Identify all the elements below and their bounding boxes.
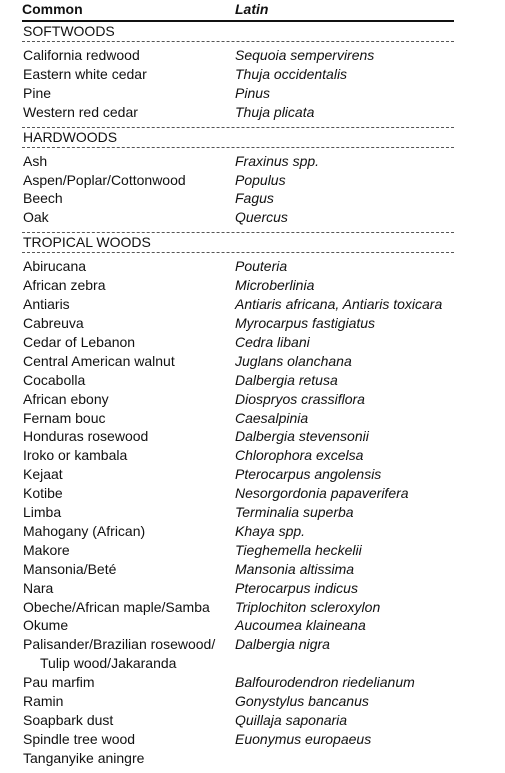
latin-name: Quillaja saponaria (235, 712, 348, 728)
table-row (22, 446, 454, 465)
section-title: SOFTWOODS (23, 23, 115, 39)
common-name: Nara (23, 579, 54, 596)
common-name: Mahogany (African) (23, 522, 146, 539)
latin-name: Sequoia sempervirens (235, 47, 375, 63)
latin-name: Diospryos crassiflora (235, 390, 365, 407)
latin-name: Cedra libani (235, 333, 310, 350)
common-name: Oak (23, 209, 49, 226)
latin-name: Chlorophora excelsa (235, 447, 364, 464)
table-row (22, 65, 454, 84)
latin-name: Dalbergia stevensonii (235, 428, 369, 445)
latin-name: Dalbergia nigra (235, 636, 330, 653)
common-name: Pine (23, 84, 52, 101)
table-row (22, 730, 454, 749)
common-name: Aspen/Poplar/Cottonwood (23, 171, 186, 188)
table-row (22, 257, 454, 276)
common-name: Ash (23, 152, 48, 169)
latin-name: Balfourodendron riedelianum (235, 674, 415, 691)
latin-name: Juglans olanchana (235, 352, 352, 369)
common-name: Iroko or kambala (23, 447, 128, 464)
table-row (22, 390, 454, 409)
table-header (22, 0, 454, 19)
table-row (22, 152, 454, 171)
table-row (22, 276, 454, 295)
table-row (22, 522, 454, 541)
table-row (22, 295, 454, 314)
common-name: Central American walnut (23, 352, 175, 369)
section-rows (22, 148, 454, 233)
common-name: Abirucana (23, 258, 87, 275)
table-row (22, 692, 454, 711)
common-name: Soapbark dust (23, 712, 114, 728)
latin-name: Pterocarpus indicus (235, 579, 358, 596)
section-title: HARDWOODS (23, 128, 118, 145)
table-row (22, 352, 454, 371)
latin-name: Thuja plicata (235, 103, 315, 120)
common-name: Kejaat (23, 466, 63, 483)
latin-name: Triplochiton scleroxylon (235, 598, 381, 615)
latin-name: Fagus (235, 190, 274, 207)
common-name: Beech (23, 190, 63, 207)
latin-name: Euonymus europaeus (235, 730, 372, 747)
section-rows (22, 42, 454, 127)
wood-species-table (22, 0, 454, 773)
common-name: Kotibe (23, 485, 63, 502)
common-name: Honduras rosewood (23, 428, 149, 445)
table-row (22, 598, 454, 617)
table-row (22, 103, 454, 122)
section-title: TROPICAL WOODS (23, 234, 151, 251)
common-name: African zebra (23, 277, 106, 294)
common-name: Cabreuva (23, 314, 84, 331)
common-name: Mansonia/Beté (23, 560, 117, 577)
common-name: Tanganyike aningre (23, 749, 145, 766)
common-name: Antiaris (23, 296, 70, 313)
header-latin: Latin (235, 1, 269, 17)
latin-name: Thuja occidentalis (235, 65, 348, 82)
latin-name: Microberlinia (235, 277, 315, 294)
common-name: Makore (23, 541, 70, 558)
latin-name: Fraxinus spp. (235, 152, 320, 169)
common-name: Okume (23, 617, 69, 634)
latin-name: Dalbergia retusa (235, 371, 338, 388)
table-row (22, 427, 454, 446)
common-name: Tulip wood/Jakaranda (40, 655, 177, 672)
table-body (22, 22, 454, 773)
common-name: Cedar of Lebanon (23, 333, 136, 350)
latin-name: Quercus (235, 209, 288, 226)
latin-name: Gonystylus bancanus (235, 693, 369, 710)
table-row (22, 208, 454, 227)
table-row (22, 314, 454, 333)
table-row (22, 654, 454, 673)
latin-name: Terminalia superba (235, 504, 354, 521)
table-row (22, 484, 454, 503)
latin-name: Aucoumea klaineana (235, 617, 366, 634)
latin-name: Antiaris africana, Antiaris toxicara (235, 296, 443, 313)
table-row (22, 616, 454, 635)
latin-name: Pinus (235, 84, 271, 101)
latin-name: Pterocarpus angolensis (235, 466, 382, 483)
table-row (22, 503, 454, 522)
common-name: Obeche/African maple/Samba (23, 598, 210, 615)
common-name: Western red cedar (23, 103, 138, 120)
table-row (22, 579, 454, 598)
latin-name: Tieghemella heckelii (235, 541, 362, 558)
common-name: African ebony (23, 390, 109, 407)
common-name: California redwood (23, 47, 140, 63)
latin-name: Khaya spp. (235, 522, 306, 539)
table-row (22, 171, 454, 190)
common-name: Fernam bouc (23, 409, 106, 426)
common-name: Pau marfim (23, 674, 95, 691)
common-name: Ramin (23, 693, 64, 710)
common-name: Cocabolla (23, 371, 86, 388)
table-row (22, 560, 454, 579)
table-row (22, 46, 454, 65)
table-row (22, 333, 454, 352)
common-name: Limba (23, 504, 62, 521)
table-row (22, 189, 454, 208)
table-row (22, 371, 454, 390)
table-row (22, 465, 454, 484)
table-row (22, 541, 454, 560)
table-row (22, 84, 454, 103)
latin-name: Mansonia altissima (235, 560, 355, 577)
latin-name: Caesalpinia (235, 409, 309, 426)
table-row (22, 711, 454, 730)
latin-name: Pouteria (235, 258, 288, 275)
common-name: Spindle tree wood (23, 730, 136, 747)
header-common: Common (22, 1, 83, 17)
table-row (22, 673, 454, 692)
table-row (22, 749, 454, 768)
table-row (22, 635, 454, 654)
section-rows (22, 253, 454, 772)
latin-name: Nesorgordonia papaverifera (235, 485, 409, 502)
common-name: Palisander/Brazilian rosewood/ (23, 636, 216, 653)
latin-name: Myrocarpus fastigiatus (235, 314, 376, 331)
latin-name: Populus (235, 171, 286, 188)
table-row (22, 409, 454, 428)
common-name: Eastern white cedar (23, 65, 147, 82)
